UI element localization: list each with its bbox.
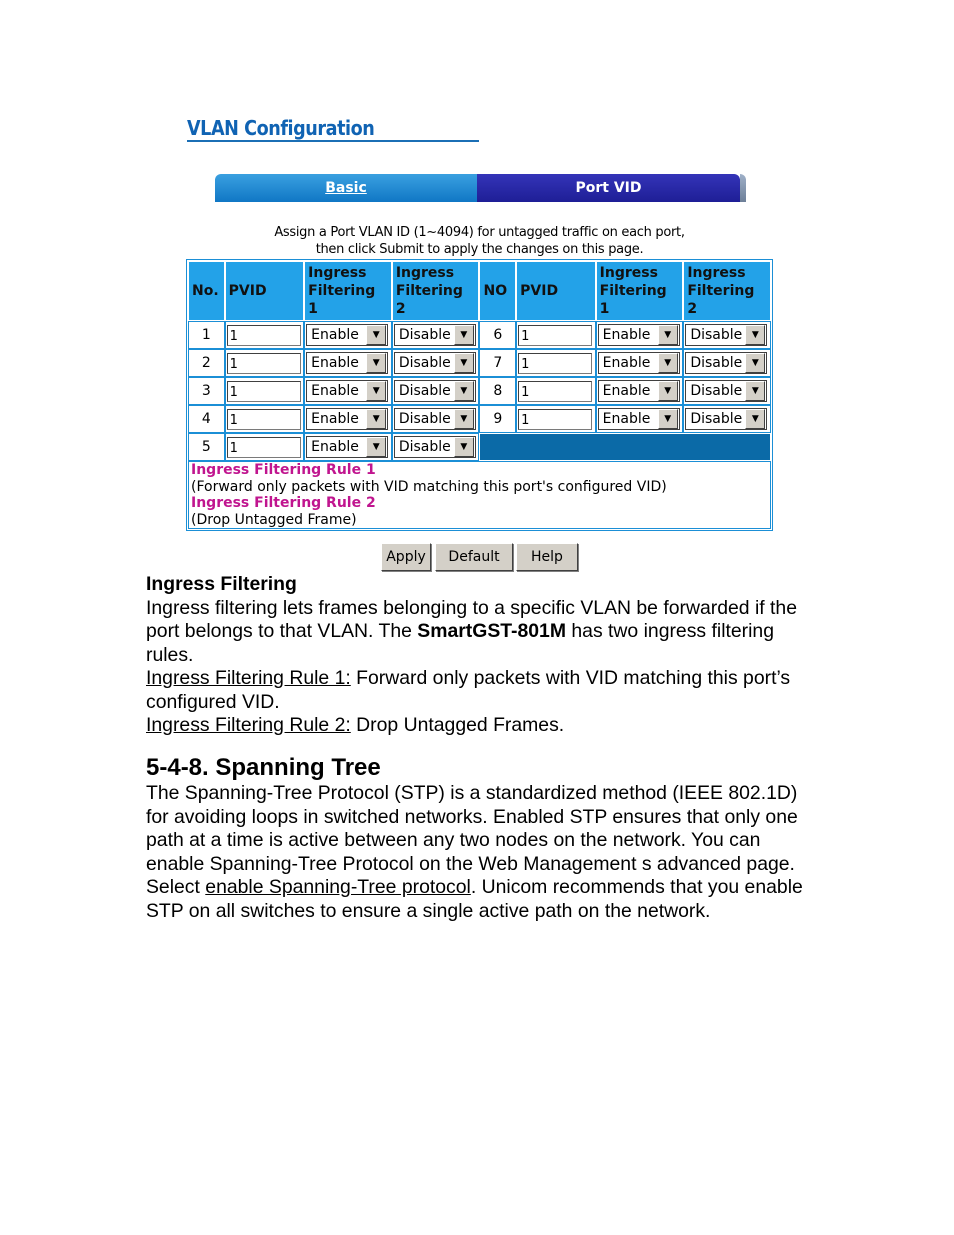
pvid-cell bbox=[226, 434, 304, 460]
dropdown-arrow-icon[interactable]: ▼ bbox=[454, 437, 474, 457]
dropdown-arrow-icon[interactable]: ▼ bbox=[745, 353, 765, 373]
ingress-filtering-1-select[interactable] bbox=[306, 380, 388, 402]
select-value: Disable bbox=[398, 355, 451, 371]
pvid-input[interactable]: 1 bbox=[227, 353, 301, 374]
select-value: Enable bbox=[602, 411, 651, 427]
rules-box bbox=[189, 462, 770, 528]
help-button[interactable]: Help bbox=[516, 543, 578, 571]
select-value: Disable bbox=[398, 411, 451, 427]
instructions-line-1: Assign a Port VLAN ID (1~4094) for untagged traffic on each port, bbox=[274, 225, 685, 240]
header-ingress-filtering-2: Ingress Filtering 2 bbox=[393, 262, 479, 320]
select-value: Enable bbox=[311, 327, 359, 343]
port-number: 2 bbox=[189, 350, 224, 376]
dropdown-arrow-icon[interactable]: ▼ bbox=[454, 353, 474, 373]
ingress-section bbox=[146, 573, 806, 738]
stp-text-a: The Spanning-Tree Protocol (STP) is a standardized method (IEEE 802.1D) for avoiding loops in switched networks. Enabled STP ensures that only one path at a time is active between any two nodes on the network. You can enable Spanning-Tree Protocol on the Web Management s advanced page. Select bbox=[146, 782, 798, 898]
select-value: Enable bbox=[602, 383, 651, 399]
ingress-filtering-2-cell bbox=[393, 434, 479, 460]
stp-link: enable Spanning-Tree protocol bbox=[205, 876, 471, 898]
ingress-filtering-2-select[interactable] bbox=[394, 380, 476, 402]
port-number: 5 bbox=[189, 434, 224, 460]
select-value: Disable bbox=[690, 355, 743, 371]
select-value: Enable bbox=[311, 383, 359, 399]
dropdown-arrow-icon[interactable]: ▼ bbox=[366, 381, 386, 401]
tab-port-vid-label[interactable]: Port VID bbox=[575, 180, 642, 196]
table-header-row bbox=[189, 262, 770, 320]
ingress-filtering-2-select[interactable] bbox=[394, 408, 476, 430]
ingress-filtering-2-select[interactable] bbox=[685, 380, 767, 402]
port-number: 3 bbox=[189, 378, 224, 404]
instructions-line-2: then click Submit to apply the changes on this page. bbox=[315, 242, 644, 257]
table-row bbox=[189, 350, 770, 376]
pvid-cell bbox=[517, 322, 595, 348]
rules-row bbox=[189, 462, 770, 528]
tab-bar bbox=[215, 174, 740, 202]
ingress-filtering-1-cell bbox=[305, 378, 391, 404]
ingress-filtering-2-cell bbox=[393, 378, 479, 404]
pvid-input[interactable]: 1 bbox=[518, 325, 592, 346]
ingress-filtering-1-select[interactable] bbox=[306, 408, 388, 430]
instructions bbox=[187, 224, 772, 258]
ingress-filtering-2-select[interactable] bbox=[394, 352, 476, 374]
rule-2-label: Ingress Filtering Rule 2: bbox=[146, 714, 351, 736]
ingress-filtering-2-cell bbox=[393, 406, 479, 432]
pvid-cell bbox=[226, 406, 304, 432]
rule-2-desc: Drop Untagged Frames. bbox=[350, 714, 565, 736]
select-value: Enable bbox=[311, 411, 359, 427]
ingress-filtering-2-select[interactable] bbox=[685, 324, 767, 346]
select-value: Enable bbox=[602, 327, 651, 343]
default-button[interactable]: Default bbox=[435, 543, 513, 571]
ingress-filtering-2-cell bbox=[684, 322, 770, 348]
empty-cell bbox=[480, 434, 770, 460]
pvid-input[interactable]: 1 bbox=[227, 381, 301, 402]
table-row bbox=[189, 406, 770, 432]
tab-basic-label[interactable]: Basic bbox=[325, 180, 367, 196]
select-value: Disable bbox=[398, 327, 451, 343]
header-pvid-right: PVID bbox=[517, 262, 595, 320]
ingress-filtering-1-select[interactable] bbox=[306, 324, 388, 346]
ingress-filtering-2-cell bbox=[684, 378, 770, 404]
pvid-input[interactable]: 1 bbox=[227, 437, 301, 458]
ingress-filtering-2-select[interactable] bbox=[685, 352, 767, 374]
rule-1-label: Ingress Filtering Rule 1: bbox=[146, 667, 351, 689]
pvid-input[interactable]: 1 bbox=[227, 325, 301, 346]
rule-2-paragraph bbox=[146, 714, 806, 738]
pvid-input[interactable]: 1 bbox=[518, 409, 592, 430]
apply-button[interactable]: Apply bbox=[381, 543, 431, 571]
select-value: Disable bbox=[398, 383, 451, 399]
ingress-filtering-1-cell bbox=[305, 434, 391, 460]
ingress-filtering-1-select[interactable] bbox=[598, 380, 680, 402]
ingress-filtering-2-cell bbox=[393, 322, 479, 348]
pvid-cell bbox=[226, 350, 304, 376]
ingress-filtering-2-select[interactable] bbox=[394, 436, 476, 458]
dropdown-arrow-icon[interactable]: ▼ bbox=[658, 353, 678, 373]
pvid-input[interactable]: 1 bbox=[518, 353, 592, 374]
pvid-cell bbox=[517, 406, 595, 432]
header-no-right: NO bbox=[480, 262, 515, 320]
port-vid-table bbox=[186, 259, 773, 531]
dropdown-arrow-icon[interactable]: ▼ bbox=[658, 409, 678, 429]
pvid-input[interactable]: 1 bbox=[227, 409, 301, 430]
port-number: 9 bbox=[480, 406, 515, 432]
header-pvid: PVID bbox=[226, 262, 304, 320]
dropdown-arrow-icon[interactable]: ▼ bbox=[745, 381, 765, 401]
spanning-tree-heading: 5-4-8. Spanning Tree bbox=[146, 754, 381, 781]
ingress-filtering-1-select[interactable] bbox=[598, 408, 680, 430]
pvid-cell bbox=[517, 378, 595, 404]
header-ingress-filtering-1: Ingress Filtering 1 bbox=[305, 262, 391, 320]
ingress-paragraph bbox=[146, 597, 806, 668]
spanning-tree-paragraph bbox=[146, 782, 806, 923]
ingress-filtering-1-cell bbox=[597, 406, 683, 432]
dropdown-arrow-icon[interactable]: ▼ bbox=[454, 409, 474, 429]
ingress-filtering-1-cell bbox=[597, 350, 683, 376]
port-number: 1 bbox=[189, 322, 224, 348]
rule-1-paragraph bbox=[146, 667, 806, 714]
ingress-filtering-1-cell bbox=[305, 322, 391, 348]
port-number: 7 bbox=[480, 350, 515, 376]
select-value: Enable bbox=[311, 439, 359, 455]
ingress-heading: Ingress Filtering bbox=[146, 573, 297, 595]
ingress-filtering-1-select[interactable] bbox=[598, 352, 680, 374]
dropdown-arrow-icon[interactable]: ▼ bbox=[366, 353, 386, 373]
ingress-filtering-2-cell bbox=[393, 350, 479, 376]
header-no: No. bbox=[189, 262, 224, 320]
dropdown-arrow-icon[interactable]: ▼ bbox=[745, 325, 765, 345]
ingress-filtering-1-cell bbox=[305, 406, 391, 432]
vlan-config-title bbox=[187, 116, 479, 142]
port-number: 6 bbox=[480, 322, 515, 348]
rule-2-text: (Drop Untagged Frame) bbox=[191, 511, 357, 528]
page-title: VLAN Configuration bbox=[187, 116, 375, 140]
rule-1-title: Ingress Filtering Rule 1 bbox=[191, 462, 376, 478]
select-value: Disable bbox=[690, 327, 743, 343]
table-row bbox=[189, 378, 770, 404]
dropdown-arrow-icon[interactable]: ▼ bbox=[454, 381, 474, 401]
dropdown-arrow-icon[interactable]: ▼ bbox=[454, 325, 474, 345]
select-value: Enable bbox=[602, 355, 651, 371]
ingress-filtering-1-cell bbox=[305, 350, 391, 376]
ingress-filtering-1-cell bbox=[597, 322, 683, 348]
select-value: Enable bbox=[311, 355, 359, 371]
ingress-filtering-2-cell bbox=[684, 350, 770, 376]
pvid-input[interactable]: 1 bbox=[518, 381, 592, 402]
ingress-filtering-2-select[interactable] bbox=[685, 408, 767, 430]
select-value: Disable bbox=[690, 383, 743, 399]
pvid-cell bbox=[226, 378, 304, 404]
ingress-filtering-1-cell bbox=[597, 378, 683, 404]
ingress-filtering-2-cell bbox=[684, 406, 770, 432]
pvid-cell bbox=[226, 322, 304, 348]
ingress-p1-a: Ingress filtering lets frames belonging to a specific VLAN be forwarded if the port belongs to that VLAN. The bbox=[146, 596, 797, 642]
ingress-filtering-1-select[interactable] bbox=[306, 436, 388, 458]
dropdown-arrow-icon[interactable]: ▼ bbox=[658, 325, 678, 345]
port-number: 8 bbox=[480, 378, 515, 404]
tab-basic[interactable] bbox=[215, 174, 477, 202]
tab-port-vid[interactable] bbox=[477, 174, 740, 202]
select-value: Disable bbox=[690, 411, 743, 427]
port-number: 4 bbox=[189, 406, 224, 432]
stp-text-b: . Unicom recommends that you enable STP on all switches to ensure a single active path on the network. bbox=[146, 876, 803, 922]
dropdown-arrow-icon[interactable]: ▼ bbox=[745, 409, 765, 429]
dropdown-arrow-icon[interactable]: ▼ bbox=[366, 325, 386, 345]
ingress-p1-b: has two ingress filtering rules. bbox=[146, 620, 775, 666]
rule-1-text: (Forward only packets with VID matching this port's configured VID) bbox=[191, 478, 667, 495]
pvid-cell bbox=[517, 350, 595, 376]
ingress-filtering-1-select[interactable] bbox=[598, 324, 680, 346]
dropdown-arrow-icon[interactable]: ▼ bbox=[658, 381, 678, 401]
dropdown-arrow-icon[interactable]: ▼ bbox=[366, 437, 386, 457]
rule-2-title: Ingress Filtering Rule 2 bbox=[191, 495, 376, 511]
table-row bbox=[189, 322, 770, 348]
ingress-filtering-2-select[interactable] bbox=[394, 324, 476, 346]
rule-1-desc: Forward only packets with VID matching this port’s configured VID. bbox=[146, 667, 791, 713]
header-ingress-filtering-1-right: Ingress Filtering 1 bbox=[597, 262, 683, 320]
product-name: SmartGST-801M bbox=[417, 620, 566, 642]
header-ingress-filtering-2-right: Ingress Filtering 2 bbox=[684, 262, 770, 320]
table-row bbox=[189, 434, 770, 460]
select-value: Disable bbox=[398, 439, 451, 455]
ingress-filtering-1-select[interactable] bbox=[306, 352, 388, 374]
spanning-tree-section bbox=[146, 782, 806, 923]
dropdown-arrow-icon[interactable]: ▼ bbox=[366, 409, 386, 429]
